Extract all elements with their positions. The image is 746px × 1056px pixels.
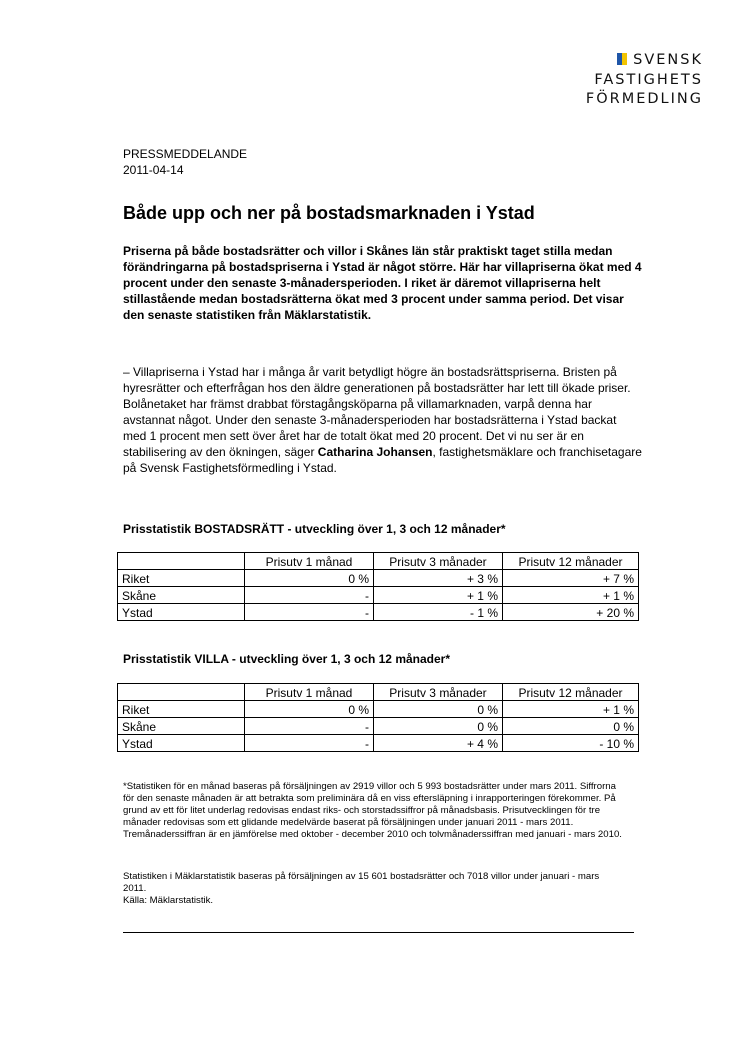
table-cell: Ystad: [118, 735, 245, 752]
body-text-before: – Villapriserna i Ystad har i många år varit betydligt högre än bostadsrättspriserna. Bristen på hyresrätter och efterfrågan hos den äldre generationen på bostadsrätter har lett till ökade priser. Bolånetaket har främst drabbat förstagångsköparna på villamarknaden, varpå denna har avstannat något. Under den senaste 3-månadersperioden har bostadsrätterna i Ystad backat med 1 procent men sett över året har de totalt ökat med 20 procent. Det vi nu ser är en stabilisering av den ökningen, säger: [123, 365, 631, 459]
table-cell: -: [245, 735, 374, 752]
table-header-cell: Prisutv 1 månad: [245, 684, 374, 701]
table-cell: 0 %: [245, 570, 374, 587]
table-cell: + 4 %: [374, 735, 503, 752]
press-release-label: PRESSMEDDELANDE: [123, 147, 248, 161]
villa-table-heading: Prisstatistik VILLA - utveckling över 1, 3 och 12 månader*: [123, 652, 451, 666]
table-cell: Riket: [118, 701, 245, 718]
press-release-date: 2011-04-14: [123, 163, 184, 177]
logo-line-3: FÖRMEDLING: [585, 91, 703, 107]
table-header-row: [118, 553, 639, 570]
table-cell: 0 %: [503, 718, 639, 735]
table-cell: -: [245, 587, 374, 604]
page-title: Både upp och ner på bostadsmarknaden i Ystad: [123, 203, 535, 223]
table-header-row: [118, 684, 639, 701]
table-header-cell: [118, 684, 245, 701]
lead-paragraph: Priserna på både bostadsrätter och villor i Skånes län står praktiskt taget stilla medan förändringarna på bostadspriserna i Ystad är något större. Här har villapriserna ökat med 4 procent under den senaste 3-månadersperioden. I riket är däremot villapriserna helt stillastående medan bostadsrätterna ökat med 3 procent under samma period. Det visar den senaste statistiken från Mäklarstatistik.: [123, 244, 642, 322]
villa-table: [117, 683, 639, 752]
table-header-cell: Prisutv 3 månader: [374, 553, 503, 570]
table-row: [118, 718, 639, 735]
table-row: [118, 604, 639, 621]
flag-yellow-stripe: [622, 53, 627, 65]
table-cell: -: [245, 718, 374, 735]
table-cell: + 1 %: [503, 587, 639, 604]
table-cell: Skåne: [118, 718, 245, 735]
bostadsratt-table-heading: Prisstatistik BOSTADSRÄTT - utveckling över 1, 3 och 12 månader*: [123, 522, 506, 536]
table-header-cell: [118, 553, 245, 570]
table-cell: + 3 %: [374, 570, 503, 587]
table-cell: Riket: [118, 570, 245, 587]
table-row: [118, 587, 639, 604]
table-row: [118, 735, 639, 752]
table-header-cell: Prisutv 12 månader: [503, 553, 639, 570]
footnote-source: Källa: Mäklarstatistik.: [123, 895, 214, 906]
body-paragraph: [123, 364, 643, 476]
table-row: [118, 701, 639, 718]
table-cell: -: [245, 604, 374, 621]
table-header-cell: Prisutv 12 månader: [503, 684, 639, 701]
table-row: [118, 570, 639, 587]
swedish-flag-icon: [617, 52, 627, 64]
table-cell: 0 %: [374, 718, 503, 735]
table-header-cell: Prisutv 1 månad: [245, 553, 374, 570]
table-cell: Ystad: [118, 604, 245, 621]
table-cell: - 10 %: [503, 735, 639, 752]
logo-line-2: FASTIGHETS: [594, 71, 703, 88]
quoted-person: Catharina Johansen: [317, 445, 433, 459]
table-cell: 0 %: [245, 701, 374, 718]
table-cell: + 7 %: [503, 570, 639, 587]
footnote-statistics: *Statistiken för en månad baseras på försäljningen av 2919 villor och 5 993 bostadsrätter under mars 2011. Siffrorna för den senaste månaden är att betrakta som preliminära då en viss eftersläpning i inrapporteringen förekommer. På grund av ett för litet underlag redovisas endast riks- och storstadssiffror på månadsbasis. Prisutvecklingen för tre månader redovisas som ett glidande medelvärde baserat på försäljningen under januari 2011 - mars 2011. Tremånaderssiffran är en jämförelse med oktober - december 2010 och tolvmånaderssiffran med januari - mars 2010.: [123, 781, 622, 840]
press-release-header: [123, 146, 247, 178]
body-text-after: , fastighetsmäklare och franchisetagare på Svensk Fastighetsförmedling i Ystad.: [123, 445, 642, 475]
table-cell: + 1 %: [374, 587, 503, 604]
bostadsratt-table: [117, 552, 639, 621]
logo-line-1: SVENSK: [633, 52, 703, 68]
bottom-divider: [123, 932, 634, 933]
table-cell: 0 %: [374, 701, 503, 718]
table-cell: Skåne: [118, 587, 245, 604]
table-header-cell: Prisutv 3 månader: [374, 684, 503, 701]
company-logo: [586, 51, 703, 110]
table-cell: + 20 %: [503, 604, 639, 621]
table-cell: - 1 %: [374, 604, 503, 621]
footnote-totals: Statistiken i Mäklarstatistik baseras på försäljningen av 15 601 bostadsrätter och 7018 villor under januari - mars 2011.: [123, 871, 600, 894]
table-cell: + 1 %: [503, 701, 639, 718]
